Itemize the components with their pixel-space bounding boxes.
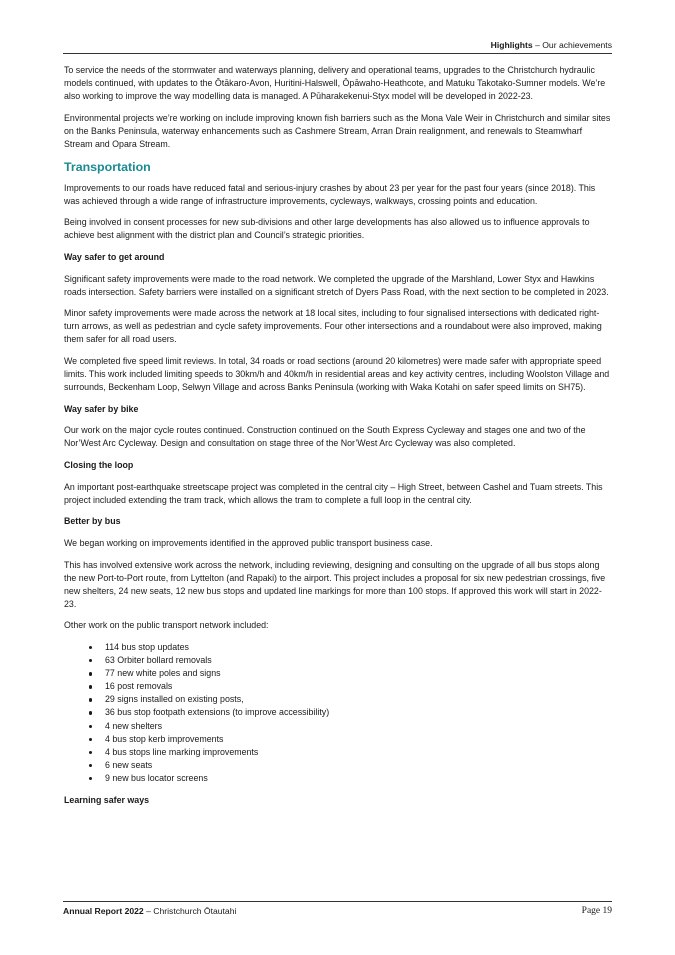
better-bus-paragraph: We began working on improvements identified in the approved public transport business case. bbox=[64, 537, 433, 548]
transportation-paragraph: Improvements to our roads have reduced fatal and serious-injury crashes by about 23 per year for the past four years (since 2018). This was achieved through a wide range of infrastructure improvements, cycleways, walkways, crossing points and education. bbox=[64, 182, 596, 206]
intro-paragraph: To service the needs of the stormwater and waterways planning, delivery and operational teams, upgrades to the Christchurch hydraulic models continued, with updates to the Ōtākaro-Avon, Huritini-Halswell, Ōpāwaho-Heathcote, and Matuku Takotako-Sumner models. We’re also working to improve the way modelling data is managed. A Pūharakekenui-Styx model will be developed in 2022-23. bbox=[64, 65, 606, 102]
closing-loop-heading: Closing the loop bbox=[64, 460, 134, 471]
footer-left bbox=[63, 905, 236, 917]
list-item: 4 new shelters bbox=[64, 720, 613, 733]
header-separator: – bbox=[532, 40, 543, 50]
page-content bbox=[64, 64, 613, 815]
better-bus-paragraph: This has involved extensive work across the network, including reviewing, designing and consulting on the upgrade of all bus stops along the new Port-to-Port route, from Lyttelton (and Rapaki) to the airport. This project includes a proposal for six new pedestrian crossings, five new shelters, 24 new seats, 12 new bus stops and updated line markings for more than 100 stops. If approved this work will start in 2022-23. bbox=[64, 559, 606, 609]
list-item: 9 new bus locator screens bbox=[64, 772, 613, 785]
better-bus-heading: Better by bus bbox=[64, 516, 121, 527]
list-item: 6 new seats bbox=[64, 759, 613, 772]
list-item: 29 signs installed on existing posts, bbox=[64, 693, 613, 706]
better-bus-paragraph: Other work on the public transport network included: bbox=[64, 620, 269, 631]
closing-loop-paragraph: An important post-earthquake streetscape project was completed in the central city – High Street, between Cashel and Tuam streets. This project included extending the tram track, which allows the tram to complete a full loop in the central city. bbox=[64, 481, 603, 505]
list-item: 4 bus stops line marking improvements bbox=[64, 746, 613, 759]
page-footer bbox=[63, 901, 612, 917]
header-section: Highlights bbox=[490, 40, 533, 50]
learning-heading: Learning safer ways bbox=[64, 794, 150, 805]
footer-separator: – bbox=[143, 906, 154, 916]
safer-bike-heading: Way safer by bike bbox=[64, 403, 139, 414]
list-item: 36 bus stop footpath extensions (to improve accessibility) bbox=[64, 706, 613, 719]
page-header bbox=[63, 39, 612, 54]
footer-organisation: Christchurch Ōtautahi bbox=[153, 906, 237, 916]
transportation-heading: Transportation bbox=[64, 159, 151, 174]
bus-work-list bbox=[64, 641, 613, 785]
list-item: 77 new white poles and signs bbox=[64, 667, 613, 680]
safer-around-paragraph: We completed five speed limit reviews. In total, 34 roads or road sections (around 20 kilometres) were made safer with appropriate speed limits. This work included limiting speeds to 30km/h and 40km/h in residential areas and key activity centres, including Woolston Village and surrounds, Beckenham Loop, Selwyn Village and across Banks Peninsula (working with Waka Kotahi on safer speed limits on SH75). bbox=[64, 356, 610, 393]
footer-report: Annual Report 2022 bbox=[63, 906, 144, 916]
transportation-paragraph: Being involved in consent processes for new sub-divisions and other large developments has also allowed us to influence approvals to achieve best alignment with the district plan and Council’s strategic priorities. bbox=[64, 217, 590, 241]
page-number: Page 19 bbox=[581, 906, 612, 916]
safer-bike-paragraph: Our work on the major cycle routes continued. Construction continued on the South Express Cycleway and stages one and two of the Nor’West Arc Cycleway. Design and consultation on stage three of the Nor’West Arc Cycleway was also completed. bbox=[64, 425, 586, 449]
list-item: 4 bus stop kerb improvements bbox=[64, 733, 613, 746]
safer-around-paragraph: Significant safety improvements were made to the road network. We completed the upgrade of the Marshland, Lower Styx and Hawkins roads intersection. Safety barriers were installed on a significant stretch of Dyers Pass Road, with the next section to be completed in 2023. bbox=[64, 273, 609, 297]
list-item: 114 bus stop updates bbox=[64, 641, 613, 654]
safer-around-heading: Way safer to get around bbox=[64, 251, 165, 262]
list-item: 63 Orbiter bollard removals bbox=[64, 654, 613, 667]
list-item: 16 post removals bbox=[64, 680, 613, 693]
safer-around-paragraph: Minor safety improvements were made across the network at 18 local sites, including to four signalised intersections with dedicated right-turn arrows, as well as pedestrian and cycle safety improvements. Four other intersections and a roundabout were also improved, making them safer for all road users. bbox=[64, 308, 602, 345]
intro-paragraph: Environmental projects we’re working on include improving known fish barriers such as the Mona Vale Weir in Christchurch and similar sites on the Banks Peninsula, waterway enhancements such as Cashmere Stream, Arran Drain realignment, and renewals to Steamwharf Stream and Opara Stream. bbox=[64, 112, 611, 149]
header-subsection: Our achievements bbox=[542, 40, 612, 50]
